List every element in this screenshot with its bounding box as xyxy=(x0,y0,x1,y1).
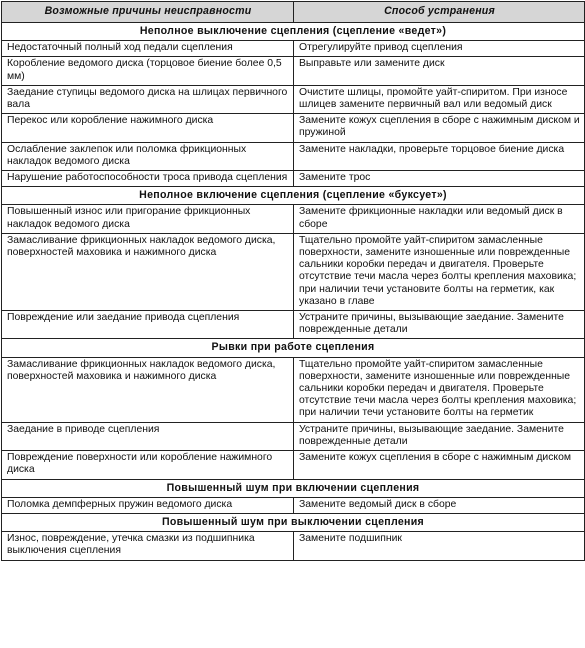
section-title: Неполное включение сцепления (сцепление «буксует») xyxy=(2,187,585,205)
section-title: Неполное выключение сцепления (сцепление «ведет») xyxy=(2,23,585,41)
cause-cell: Повышенный износ или пригорание фрикционных накладок ведомого диска xyxy=(2,205,294,233)
table-row xyxy=(2,85,585,113)
table-row xyxy=(2,171,585,187)
section-title: Повышенный шум при включении сцепления xyxy=(2,479,585,497)
cause-cell: Недостаточный полный ход педали сцепления xyxy=(2,41,294,57)
table-row xyxy=(2,233,585,310)
table-row xyxy=(2,311,585,339)
cause-cell: Износ, повреждение, утечка смазки из подшипника выключения сцепления xyxy=(2,532,294,560)
remedy-cell: Устраните причины, вызывающие заедание. Замените поврежденные детали xyxy=(294,311,585,339)
cause-cell: Ослабление заклепок или поломка фрикционных накладок ведомого диска xyxy=(2,142,294,170)
header-remedy: Способ устранения xyxy=(294,2,585,23)
cause-cell: Повреждение поверхности или коробление нажимного диска xyxy=(2,451,294,479)
cause-cell: Заедание в приводе сцепления xyxy=(2,422,294,450)
header-row xyxy=(2,2,585,23)
document-page xyxy=(0,1,585,648)
section-row xyxy=(2,479,585,497)
remedy-cell: Замените фрикционные накладки или ведомый диск в сборе xyxy=(294,205,585,233)
remedy-cell: Замените кожух сцепления в сборе с нажимным диском xyxy=(294,451,585,479)
remedy-cell: Отрегулируйте привод сцепления xyxy=(294,41,585,57)
remedy-cell: Очистите шлицы, промойте уайт-спиритом. При износе шлицев замените первичный вал или ведомый диск xyxy=(294,85,585,113)
remedy-cell: Тщательно промойте уайт-спиритом замасленные поверхности, замените изношенные или поврежденные сальники коробки передач и двигателя. Проверьте отсутствие течи масла через болты крепления маховика; при наличии течи установите болты на герметик xyxy=(294,357,585,422)
cause-cell: Повреждение или заедание привода сцепления xyxy=(2,311,294,339)
remedy-cell: Замените трос xyxy=(294,171,585,187)
cause-cell: Заедание ступицы ведомого диска на шлицах первичного вала xyxy=(2,85,294,113)
cause-cell: Коробление ведомого диска (торцовое биение более 0,5 мм) xyxy=(2,57,294,85)
table-row xyxy=(2,205,585,233)
section-row xyxy=(2,513,585,531)
header-causes: Возможные причины неисправности xyxy=(2,2,294,23)
cause-cell: Замасливание фрикционных накладок ведомого диска, поверхностей маховика и нажимного диска xyxy=(2,357,294,422)
table-row xyxy=(2,532,585,560)
section-row xyxy=(2,339,585,357)
troubleshooting-table xyxy=(1,1,585,561)
cause-cell: Поломка демпферных пружин ведомого диска xyxy=(2,497,294,513)
table-row xyxy=(2,41,585,57)
table-body xyxy=(2,23,585,561)
remedy-cell: Замените ведомый диск в сборе xyxy=(294,497,585,513)
table-row xyxy=(2,422,585,450)
table-row xyxy=(2,142,585,170)
remedy-cell: Выправьте или замените диск xyxy=(294,57,585,85)
cause-cell: Перекос или коробление нажимного диска xyxy=(2,114,294,142)
cause-cell: Нарушение работоспособности троса привода сцепления xyxy=(2,171,294,187)
remedy-cell: Замените накладки, проверьте торцовое биение диска xyxy=(294,142,585,170)
remedy-cell: Замените подшипник xyxy=(294,532,585,560)
remedy-cell: Тщательно промойте уайт-спиритом замасленные поверхности, замените изношенные или поврежденные сальники коробки передач и двигателя. Проверьте отсутствие течи масла через болты крепления маховика; при наличии течи установите болты на герметик, как указано в главе xyxy=(294,233,585,310)
table-row xyxy=(2,57,585,85)
table-row xyxy=(2,451,585,479)
table-row xyxy=(2,114,585,142)
section-row xyxy=(2,23,585,41)
remedy-cell: Устраните причины, вызывающие заедание. Замените поврежденные детали xyxy=(294,422,585,450)
section-row xyxy=(2,187,585,205)
table-row xyxy=(2,497,585,513)
section-title: Рывки при работе сцепления xyxy=(2,339,585,357)
cause-cell: Замасливание фрикционных накладок ведомого диска, поверхностей маховика и нажимного диска xyxy=(2,233,294,310)
table-row xyxy=(2,357,585,422)
section-title: Повышенный шум при выключении сцепления xyxy=(2,513,585,531)
remedy-cell: Замените кожух сцепления в сборе с нажимным диском и пружиной xyxy=(294,114,585,142)
